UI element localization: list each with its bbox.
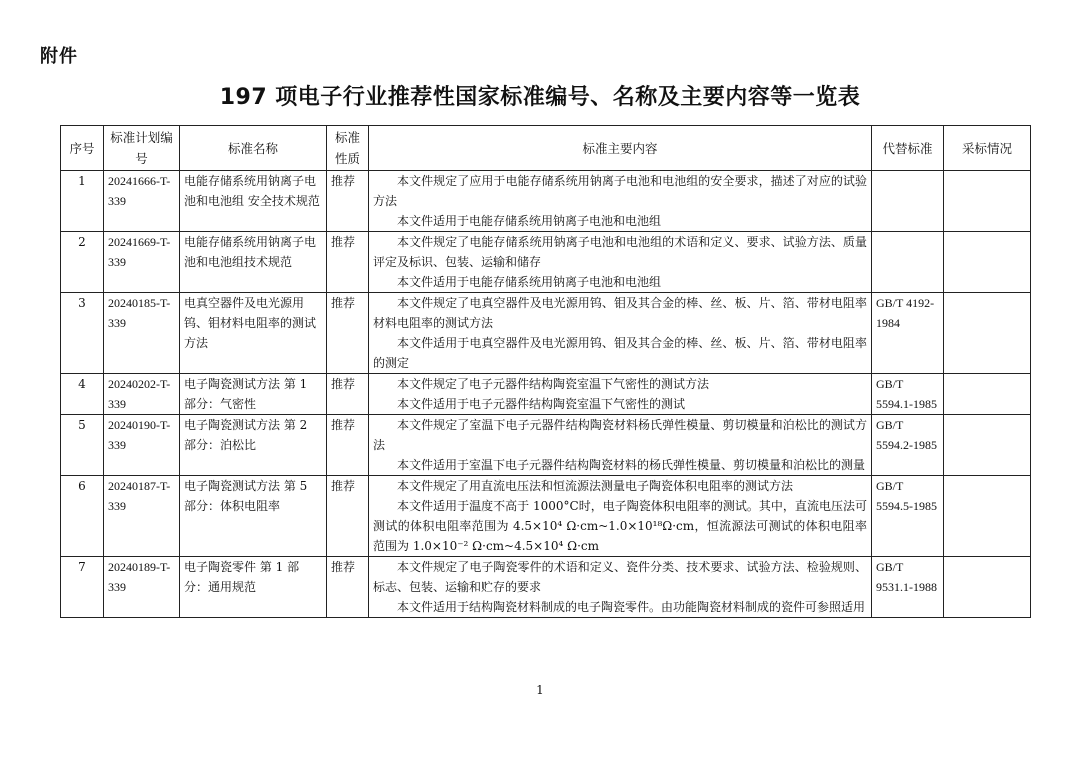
header-plan-no: 标准计划编号 — [104, 126, 180, 171]
row-number: 3 — [61, 293, 104, 374]
header-no: 序号 — [61, 126, 104, 171]
plan-number: 20240202-T-339 — [104, 374, 180, 415]
standard-name: 电真空器件及电光源用钨、钼材料电阻率的测试方法 — [180, 293, 327, 374]
attachment-label: 附件 — [40, 46, 78, 67]
header-nature: 标准性质 — [327, 126, 369, 171]
table-row — [61, 293, 1031, 374]
standard-nature: 推荐 — [327, 415, 369, 476]
standard-name: 电能存储系统用钠离子电池和电池组技术规范 — [180, 232, 327, 293]
standard-content — [369, 476, 872, 557]
standard-name: 电子陶瓷零件 第 1 部分：通用规范 — [180, 557, 327, 618]
content-paragraph: 本文件适用于电子元器件结构陶瓷室温下气密性的测试 — [397, 397, 686, 411]
standard-content — [369, 557, 872, 618]
adoption-status — [944, 415, 1031, 476]
standard-nature: 推荐 — [327, 293, 369, 374]
content-paragraph: 本文件规定了电子元器件结构陶瓷室温下气密性的测试方法 — [397, 377, 710, 391]
standard-content — [369, 374, 872, 415]
plan-number: 20240185-T-339 — [104, 293, 180, 374]
standard-nature: 推荐 — [327, 374, 369, 415]
content-paragraph: 本文件规定了电子陶瓷零件的术语和定义、瓷件分类、技术要求、试验方法、检验规则、标志、包装、运输和贮存的要求 — [373, 560, 867, 594]
standard-content — [369, 415, 872, 476]
table-row — [61, 374, 1031, 415]
standard-nature: 推荐 — [327, 476, 369, 557]
plan-number: 20241666-T-339 — [104, 171, 180, 232]
plan-number: 20240187-T-339 — [104, 476, 180, 557]
standard-name: 电子陶瓷测试方法 第 5 部分：体积电阻率 — [180, 476, 327, 557]
row-number: 1 — [61, 171, 104, 232]
content-paragraph: 本文件适用于电能存储系统用钠离子电池和电池组 — [397, 275, 662, 289]
content-paragraph: 本文件适用于温度不高于 1000°C时，电子陶瓷体积电阻率的测试。其中，直流电压法可测试的体积电阻率范围为 4.5×10⁴ Ω·cm~1.0×10¹⁸Ω·cm，恒流源法可测试的体积电阻率范围为 1.0×10⁻² Ω·cm~4.5×10⁴ Ω·cm — [373, 499, 867, 553]
table-row — [61, 476, 1031, 557]
standard-name: 电子陶瓷测试方法 第 1 部分：气密性 — [180, 374, 327, 415]
content-paragraph: 本文件规定了室温下电子元器件结构陶瓷材料杨氏弹性模量、剪切模量和泊松比的测试方法 — [373, 418, 867, 452]
content-paragraph: 本文件规定了应用于电能存储系统用钠离子电池和电池组的安全要求，描述了对应的试验方法 — [373, 174, 867, 208]
plan-number: 20240190-T-339 — [104, 415, 180, 476]
row-number: 6 — [61, 476, 104, 557]
replaced-standard: GB/T 5594.1-1985 — [872, 374, 944, 415]
adoption-status — [944, 293, 1031, 374]
row-number: 5 — [61, 415, 104, 476]
standard-content — [369, 293, 872, 374]
header-replace: 代替标准 — [872, 126, 944, 171]
replaced-standard: GB/T 9531.1-1988 — [872, 557, 944, 618]
standard-nature: 推荐 — [327, 232, 369, 293]
content-paragraph: 本文件规定了电真空器件及电光源用钨、钼及其合金的棒、丝、板、片、箔、带材电阻率材料电阻率的测试方法 — [373, 296, 867, 330]
content-paragraph: 本文件适用于电能存储系统用钠离子电池和电池组 — [397, 214, 662, 228]
standards-table — [60, 125, 1031, 618]
content-paragraph: 本文件规定了电能存储系统用钠离子电池和电池组的术语和定义、要求、试验方法、质量评定及标识、包装、运输和储存 — [373, 235, 867, 269]
replaced-standard: GB/T 5594.5-1985 — [872, 476, 944, 557]
standard-name: 电子陶瓷测试方法 第 2 部分：泊松比 — [180, 415, 327, 476]
standard-name: 电能存储系统用钠离子电池和电池组 安全技术规范 — [180, 171, 327, 232]
standard-content — [369, 232, 872, 293]
replaced-standard: GB/T 4192-1984 — [872, 293, 944, 374]
replaced-standard: GB/T 5594.2-1985 — [872, 415, 944, 476]
plan-number: 20240189-T-339 — [104, 557, 180, 618]
content-paragraph: 本文件适用于结构陶瓷材料制成的电子陶瓷零件。由功能陶瓷材料制成的瓷件可参照适用 — [397, 600, 866, 614]
adoption-status — [944, 374, 1031, 415]
table-row — [61, 232, 1031, 293]
page-number: 1 — [536, 683, 544, 697]
adoption-status — [944, 232, 1031, 293]
adoption-status — [944, 171, 1031, 232]
table-row — [61, 557, 1031, 618]
row-number: 2 — [61, 232, 104, 293]
table-row — [61, 171, 1031, 232]
replaced-standard — [872, 232, 944, 293]
adoption-status — [944, 557, 1031, 618]
standard-content — [369, 171, 872, 232]
plan-number: 20241669-T-339 — [104, 232, 180, 293]
row-number: 7 — [61, 557, 104, 618]
content-paragraph: 本文件规定了用直流电压法和恒流源法测量电子陶瓷体积电阻率的测试方法 — [397, 479, 794, 493]
header-content: 标准主要内容 — [369, 126, 872, 171]
page-title: 197 项电子行业推荐性国家标准编号、名称及主要内容等一览表 — [219, 85, 861, 110]
adoption-status — [944, 476, 1031, 557]
replaced-standard — [872, 171, 944, 232]
standard-nature: 推荐 — [327, 557, 369, 618]
content-paragraph: 本文件适用于室温下电子元器件结构陶瓷材料的杨氏弹性模量、剪切模量和泊松比的测量 — [397, 458, 866, 472]
standard-nature: 推荐 — [327, 171, 369, 232]
header-name: 标准名称 — [180, 126, 327, 171]
row-number: 4 — [61, 374, 104, 415]
table-header-row — [61, 126, 1031, 171]
table-row — [61, 415, 1031, 476]
content-paragraph: 本文件适用于电真空器件及电光源用钨、钼及其合金的棒、丝、板、片、箔、带材电阻率的测定 — [373, 336, 867, 370]
header-adopt: 采标情况 — [944, 126, 1031, 171]
